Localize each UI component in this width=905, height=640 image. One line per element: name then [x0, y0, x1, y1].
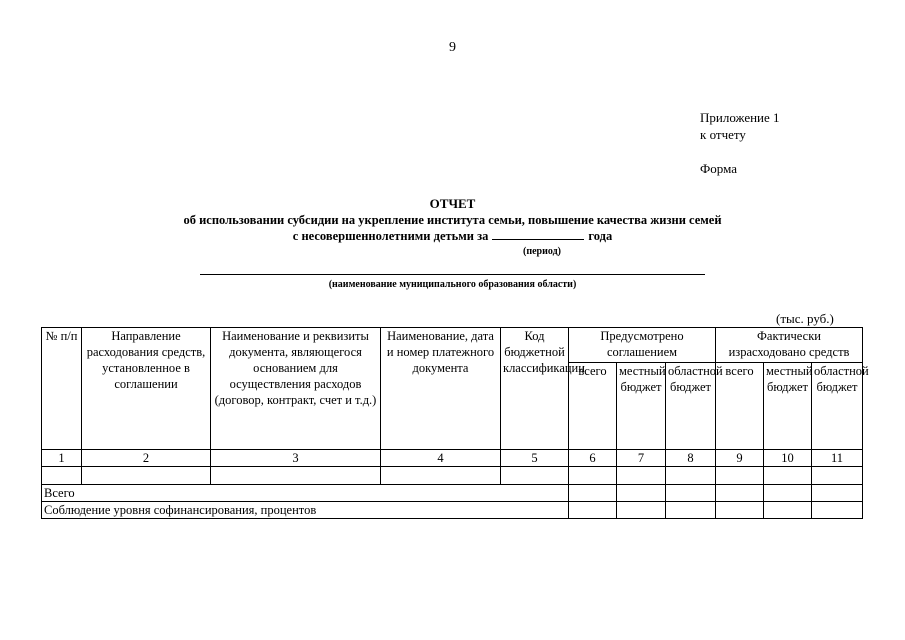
- header-actual: Фактически израсходовано средств: [716, 328, 863, 363]
- table-cell[interactable]: [716, 502, 764, 519]
- table-header-row: [42, 328, 863, 363]
- subtitle-line2: [0, 228, 905, 244]
- table-cell[interactable]: [501, 467, 569, 485]
- table-cell[interactable]: [812, 485, 863, 502]
- cofinancing-row: [42, 502, 863, 519]
- units-label: (тыс. руб.): [776, 311, 834, 326]
- table-cell[interactable]: [764, 502, 812, 519]
- table-cell[interactable]: [569, 467, 617, 485]
- table-cell[interactable]: [569, 502, 617, 519]
- column-number: 1: [42, 450, 82, 467]
- period-blank-field[interactable]: [492, 228, 584, 240]
- header-document: Наименование и реквизиты документа, являющегося основанием для осуществления расходов (договор, контракт, счет и т.д.): [211, 328, 381, 450]
- table-cell[interactable]: [82, 467, 211, 485]
- column-numbers-row: [42, 450, 863, 467]
- table-cell[interactable]: [812, 467, 863, 485]
- column-number: 2: [82, 450, 211, 467]
- subtitle-line1: об использовании субсидии на укрепление института семьи, повышение качества жизни семей: [183, 213, 722, 227]
- appendix-line1: Приложение 1: [700, 110, 780, 125]
- header-payment-document: Наименование, дата и номер платежного документа: [381, 328, 501, 450]
- column-number: 10: [764, 450, 812, 467]
- form-label: Форма: [700, 161, 737, 176]
- column-number: 8: [666, 450, 716, 467]
- table-cell[interactable]: [716, 467, 764, 485]
- period-label: (период): [523, 246, 561, 257]
- table-cell[interactable]: [666, 467, 716, 485]
- subheader-planned-local: местный бюджет: [617, 363, 666, 450]
- table-cell[interactable]: [617, 467, 666, 485]
- page-number: 9: [449, 40, 456, 55]
- table-cell[interactable]: [764, 485, 812, 502]
- total-row-label: Всего: [42, 485, 569, 502]
- table-cell[interactable]: [211, 467, 381, 485]
- subtitle-line2-prefix: с несовершеннолетними детьми за: [292, 229, 489, 243]
- appendix-note: [700, 109, 780, 143]
- subheader-actual-local: местный бюджет: [764, 363, 812, 450]
- header-number: № п/п: [42, 328, 82, 450]
- municipality-label: (наименование муниципального образования области): [328, 279, 577, 290]
- table-cell[interactable]: [716, 485, 764, 502]
- column-number: 6: [569, 450, 617, 467]
- column-number: 11: [812, 450, 863, 467]
- table-cell[interactable]: [381, 467, 501, 485]
- subheader-actual-total: всего: [716, 363, 764, 450]
- header-budget-code: Код бюджетной классификации: [501, 328, 569, 450]
- subheader-actual-regional: областной бюджет: [812, 363, 863, 450]
- column-number: 7: [617, 450, 666, 467]
- table-cell[interactable]: [764, 467, 812, 485]
- cofinancing-row-label: Соблюдение уровня софинансирования, процентов: [42, 502, 569, 519]
- municipality-blank-field[interactable]: [200, 274, 705, 275]
- report-table: [41, 327, 869, 519]
- header-planned: Предусмотрено соглашением: [569, 328, 716, 363]
- table-cell[interactable]: [666, 502, 716, 519]
- subheader-planned-regional: областной бюджет: [666, 363, 716, 450]
- report-title: ОТЧЕТ: [429, 196, 476, 211]
- column-number: 5: [501, 450, 569, 467]
- appendix-line2: к отчету: [700, 127, 746, 142]
- subtitle-line2-suffix: года: [588, 229, 613, 243]
- column-number: 4: [381, 450, 501, 467]
- table-cell[interactable]: [812, 502, 863, 519]
- column-number: 9: [716, 450, 764, 467]
- table-cell[interactable]: [617, 485, 666, 502]
- column-number: 3: [211, 450, 381, 467]
- total-row: [42, 485, 863, 502]
- table-cell[interactable]: [42, 467, 82, 485]
- table-cell[interactable]: [666, 485, 716, 502]
- subheader-planned-total: всего: [569, 363, 617, 450]
- table-row: [42, 467, 863, 485]
- report-subtitle: [0, 212, 905, 244]
- header-direction: Направление расходования средств, установленное в соглашении: [82, 328, 211, 450]
- table-cell[interactable]: [617, 502, 666, 519]
- table-cell[interactable]: [569, 485, 617, 502]
